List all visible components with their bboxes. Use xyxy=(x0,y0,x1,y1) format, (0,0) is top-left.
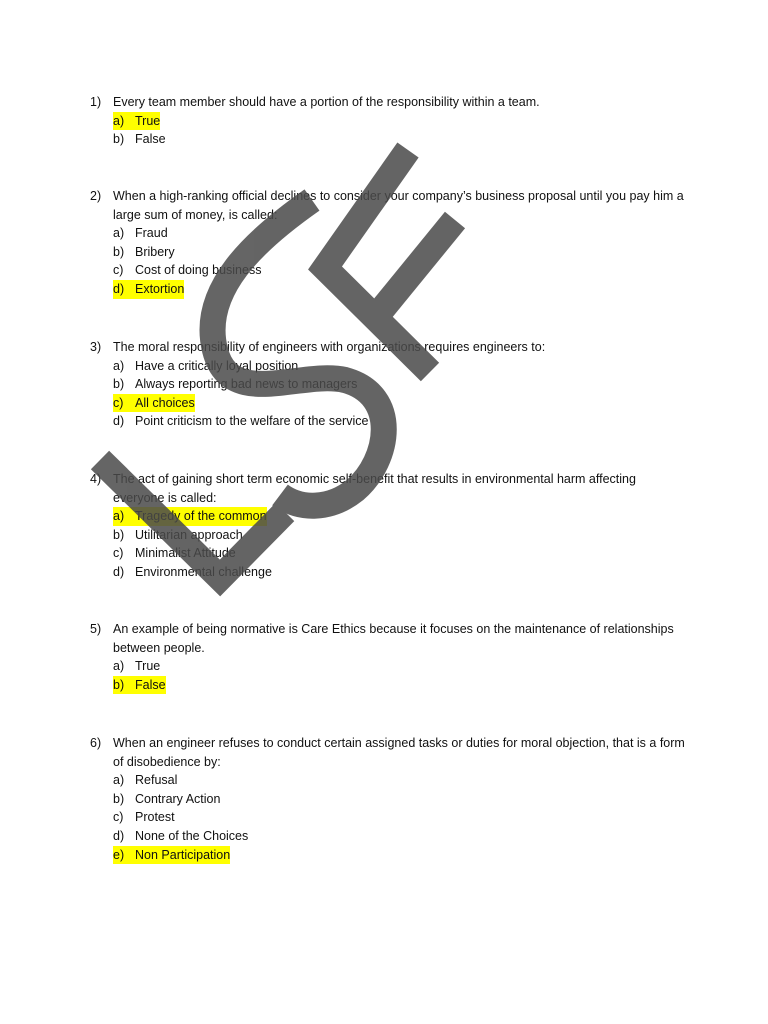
option-a xyxy=(90,357,690,376)
question-stem xyxy=(90,620,690,657)
option-highlight xyxy=(113,130,166,149)
option-letter: d) xyxy=(113,828,125,843)
option-b xyxy=(90,130,690,149)
option-text: Bribery xyxy=(135,244,175,259)
question-stem xyxy=(90,734,690,771)
option-letter: a) xyxy=(113,659,125,674)
question-number: 5) xyxy=(90,622,102,636)
option-letter: d) xyxy=(113,564,125,579)
option-b xyxy=(90,243,690,262)
option-highlight xyxy=(113,375,357,394)
option-letter: c) xyxy=(113,810,124,825)
option-letter: b) xyxy=(113,527,125,542)
question-text: An example of being normative is Care Ethics because it focuses on the maintenance of relationships between people. xyxy=(113,622,674,655)
question-6 xyxy=(90,734,690,864)
option-highlight xyxy=(113,112,160,131)
option-highlight xyxy=(113,827,248,846)
option-text: Have a critically loyal position xyxy=(135,358,299,373)
question-4 xyxy=(90,470,690,582)
option-a xyxy=(90,507,690,526)
option-letter: b) xyxy=(113,132,125,147)
option-text: Environmental challenge xyxy=(135,564,272,579)
question-number: 3) xyxy=(90,340,102,354)
option-highlight xyxy=(113,657,160,676)
option-letter: d) xyxy=(113,281,125,296)
question-1 xyxy=(90,93,690,149)
question-stem xyxy=(90,470,690,507)
option-highlight xyxy=(113,771,177,790)
option-letter: e) xyxy=(113,847,125,862)
option-letter: c) xyxy=(113,263,124,278)
option-text: Always reporting bad news to managers xyxy=(135,377,358,392)
option-highlight xyxy=(113,544,236,563)
question-text: The act of gaining short term economic self-benefit that results in environmental harm affecting everyone is called: xyxy=(113,472,636,505)
option-highlight xyxy=(113,563,272,582)
question-text: When a high-ranking official declines to consider your company’s business proposal until you pay him a large sum of money, is called: xyxy=(113,189,684,222)
option-highlight xyxy=(113,357,298,376)
option-text: Cost of doing business xyxy=(135,263,262,278)
question-stem xyxy=(90,338,690,357)
option-b xyxy=(90,526,690,545)
option-highlight xyxy=(113,808,175,827)
option-a xyxy=(90,771,690,790)
option-text: Non Participation xyxy=(135,847,231,862)
option-e xyxy=(90,846,690,865)
option-highlight xyxy=(113,280,184,299)
option-text: Point criticism to the welfare of the service xyxy=(135,414,369,429)
question-number: 1) xyxy=(90,95,102,109)
option-c xyxy=(90,808,690,827)
option-d xyxy=(90,563,690,582)
option-text: None of the Choices xyxy=(135,828,249,843)
option-text: All choices xyxy=(135,395,195,410)
option-letter: a) xyxy=(113,113,125,128)
question-text: When an engineer refuses to conduct certain assigned tasks or duties for moral objection, that is a form of disobedience by: xyxy=(113,736,685,769)
option-letter: b) xyxy=(113,377,125,392)
option-highlight xyxy=(113,261,261,280)
option-text: Utilitarian approach xyxy=(135,527,243,542)
option-b xyxy=(90,375,690,394)
question-5 xyxy=(90,620,690,694)
option-letter: d) xyxy=(113,414,125,429)
option-letter: b) xyxy=(113,677,125,692)
option-text: Contrary Action xyxy=(135,791,221,806)
option-letter: a) xyxy=(113,509,125,524)
question-stem xyxy=(90,187,690,224)
option-text: Refusal xyxy=(135,773,178,788)
question-number: 2) xyxy=(90,189,102,203)
option-c xyxy=(90,544,690,563)
option-highlight xyxy=(113,243,175,262)
option-highlight xyxy=(113,224,168,243)
question-stem xyxy=(90,93,690,112)
option-d xyxy=(90,412,690,431)
option-highlight xyxy=(113,394,195,413)
option-a xyxy=(90,112,690,131)
question-text: The moral responsibility of engineers with organizations requires engineers to: xyxy=(113,340,546,354)
option-a xyxy=(90,224,690,243)
option-text: Minimalist Attitude xyxy=(135,546,236,561)
option-highlight xyxy=(113,507,267,526)
question-text: Every team member should have a portion of the responsibility within a team. xyxy=(113,95,540,109)
option-letter: a) xyxy=(113,773,125,788)
option-text: Fraud xyxy=(135,226,168,241)
option-highlight xyxy=(113,790,220,809)
option-letter: c) xyxy=(113,395,124,410)
option-letter: b) xyxy=(113,791,125,806)
option-b xyxy=(90,790,690,809)
option-letter: c) xyxy=(113,546,124,561)
option-a xyxy=(90,657,690,676)
option-letter: a) xyxy=(113,358,125,373)
question-number: 4) xyxy=(90,472,102,486)
question-2 xyxy=(90,187,690,299)
option-letter: a) xyxy=(113,226,125,241)
option-text: False xyxy=(135,132,166,147)
option-highlight xyxy=(113,412,368,431)
option-c xyxy=(90,261,690,280)
option-c xyxy=(90,394,690,413)
option-text: True xyxy=(135,113,161,128)
option-highlight xyxy=(113,676,166,695)
option-d xyxy=(90,827,690,846)
question-3 xyxy=(90,338,690,431)
question-number: 6) xyxy=(90,736,102,750)
option-d xyxy=(90,280,690,299)
option-text: Tragedy of the common xyxy=(135,509,267,524)
option-highlight xyxy=(113,526,243,545)
option-highlight xyxy=(113,846,230,865)
option-text: True xyxy=(135,659,161,674)
option-letter: b) xyxy=(113,244,125,259)
option-text: Protest xyxy=(135,810,175,825)
option-text: Extortion xyxy=(135,281,185,296)
option-b xyxy=(90,676,690,695)
option-text: False xyxy=(135,677,166,692)
